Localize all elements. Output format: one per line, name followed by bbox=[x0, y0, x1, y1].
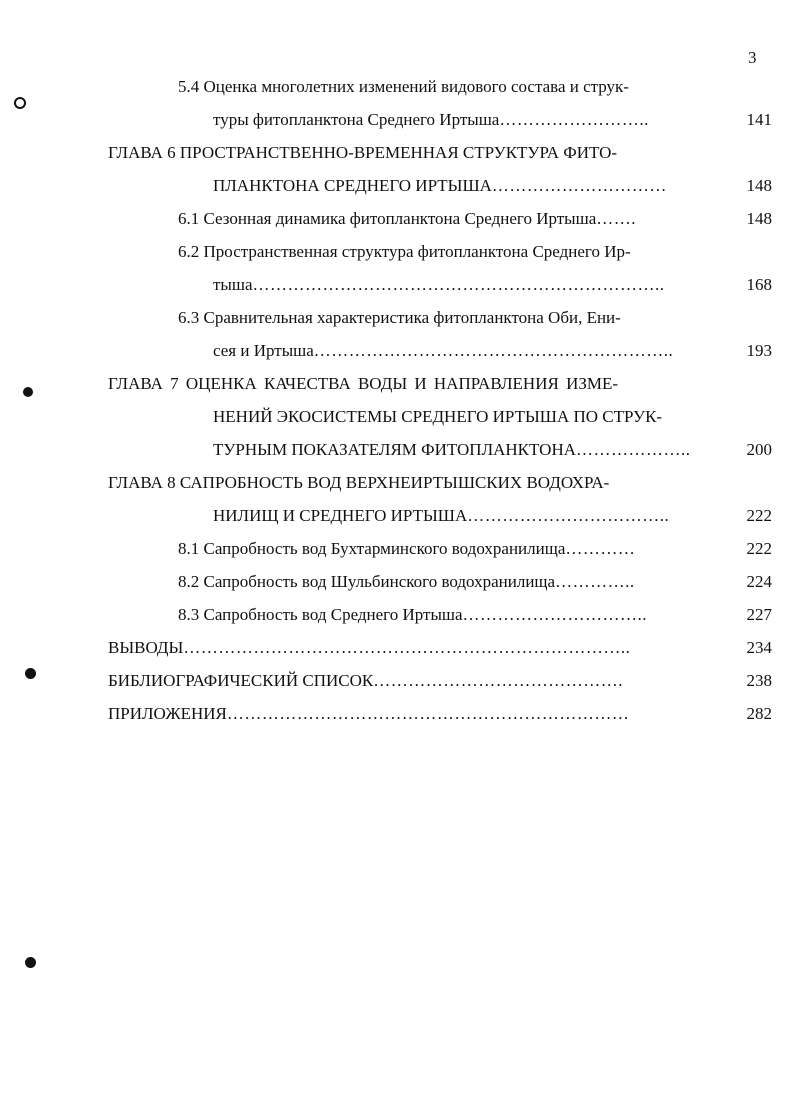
toc-leader-dots: …………………….. bbox=[499, 110, 649, 129]
scan-speck bbox=[25, 957, 36, 968]
scan-speck bbox=[23, 387, 33, 397]
toc-entry-6-3-line-2 bbox=[213, 341, 673, 361]
scan-speck bbox=[25, 668, 36, 679]
toc-leader-dots: …………………………………………………….. bbox=[313, 341, 674, 360]
toc-entry-6-3-page: 193 bbox=[746, 341, 772, 360]
toc-entry-appendices-page: 282 bbox=[746, 704, 772, 723]
toc-leader-dots: …………………………………………………………….. bbox=[252, 275, 665, 294]
toc-entry-title: БИБЛИОГРАФИЧЕСКИЙ СПИСОК bbox=[108, 671, 374, 690]
toc-entry-bibliography-line-1 bbox=[108, 671, 623, 691]
toc-entry-conclusions-line-1 bbox=[108, 638, 630, 658]
toc-entry-ch6-line-1: ГЛАВА 6 ПРОСТРАНСТВЕННО-ВРЕМЕННАЯ СТРУКТУРА ФИТО- bbox=[108, 143, 618, 162]
toc-entry-title: 8.3 Сапробность вод Среднего Иртыша bbox=[178, 605, 463, 624]
toc-entry-8-2-page: 224 bbox=[746, 572, 772, 591]
toc-entry-5-4-page: 141 bbox=[746, 110, 772, 129]
toc-leader-dots: ……………………………………. bbox=[373, 671, 623, 690]
toc-entry-8-2-line-1 bbox=[178, 572, 635, 592]
scan-speck bbox=[14, 97, 26, 109]
toc-entry-title: 8.1 Сапробность вод Бухтарминского водохранилища bbox=[178, 539, 566, 558]
toc-entry-8-1-line-1 bbox=[178, 539, 635, 559]
toc-entry-ch7-line-2: НЕНИЙ ЭКОСИСТЕМЫ СРЕДНЕГО ИРТЫША ПО СТРУК- bbox=[213, 407, 663, 426]
toc-entry-ch8-line-2 bbox=[213, 506, 669, 526]
toc-entry-appendices-line-1 bbox=[108, 704, 629, 724]
toc-entry-title: НИЛИЩ И СРЕДНЕГО ИРТЫША bbox=[213, 506, 468, 525]
toc-entry-ch7-line-1: ГЛАВА 7 ОЦЕНКА КАЧЕСТВА ВОДЫ И НАПРАВЛЕНИЯ ИЗМЕ- bbox=[108, 374, 619, 393]
toc-entry-title: сея и Иртыша bbox=[213, 341, 314, 360]
toc-entry-title: ПЛАНКТОНА СРЕДНЕГО ИРТЫША bbox=[213, 176, 492, 195]
toc-entry-ch6-line-2 bbox=[213, 176, 667, 196]
toc-entry-conclusions-page: 234 bbox=[746, 638, 772, 657]
toc-leader-dots: ……. bbox=[596, 209, 636, 228]
toc-leader-dots: ………………………….. bbox=[462, 605, 648, 624]
toc-entry-5-4-line-2 bbox=[213, 110, 649, 130]
toc-entry-title: туры фитопланктона Среднего Иртыша bbox=[213, 110, 500, 129]
toc-entry-6-2-line-2 bbox=[213, 275, 665, 295]
toc-entry-6-2-line-1: 6.2 Пространственная структура фитопланктона Среднего Ир- bbox=[178, 242, 631, 261]
toc-leader-dots: ………………………… bbox=[491, 176, 667, 195]
toc-entry-title: 6.1 Сезонная динамика фитопланктона Среднего Иртыша bbox=[178, 209, 597, 228]
toc-entry-6-2-page: 168 bbox=[746, 275, 772, 294]
toc-entry-ch7-line-3 bbox=[213, 440, 691, 460]
toc-entry-8-3-page: 227 bbox=[746, 605, 772, 624]
toc-entry-5-4-line-1: 5.4 Оценка многолетних изменений видового состава и струк- bbox=[178, 77, 629, 96]
toc-entry-6-1-line-1 bbox=[178, 209, 636, 229]
toc-entry-ch6-page: 148 bbox=[746, 176, 772, 195]
toc-leader-dots: ………… bbox=[565, 539, 636, 558]
toc-entry-ch7-page: 200 bbox=[746, 440, 772, 459]
page-number: 3 bbox=[748, 48, 757, 67]
toc-entry-bibliography-page: 238 bbox=[746, 671, 772, 690]
toc-entry-ch8-line-1: ГЛАВА 8 САПРОБНОСТЬ ВОД ВЕРХНЕИРТЫШСКИХ ВОДОХРА- bbox=[108, 473, 610, 492]
toc-entry-title: 8.2 Сапробность вод Шульбинского водохранилища bbox=[178, 572, 556, 591]
toc-leader-dots: …………………………………………………………… bbox=[226, 704, 630, 723]
toc-leader-dots: …………………………….. bbox=[467, 506, 670, 525]
toc-entry-title: ПРИЛОЖЕНИЯ bbox=[108, 704, 227, 723]
toc-entry-8-1-page: 222 bbox=[746, 539, 772, 558]
toc-leader-dots: ………….. bbox=[555, 572, 635, 591]
toc-entry-ch8-page: 222 bbox=[746, 506, 772, 525]
toc-entry-6-3-line-1: 6.3 Сравнительная характеристика фитопланктона Оби, Ени- bbox=[178, 308, 621, 327]
toc-entry-title: ВЫВОДЫ bbox=[108, 638, 184, 657]
toc-leader-dots: ……………….. bbox=[576, 440, 691, 459]
toc-leader-dots: ………………………………………………………………….. bbox=[183, 638, 631, 657]
toc-entry-title: ТУРНЫМ ПОКАЗАТЕЛЯМ ФИТОПЛАНКТОНА bbox=[213, 440, 577, 459]
toc-entry-8-3-line-1 bbox=[178, 605, 647, 625]
toc-entry-title: тыша bbox=[213, 275, 253, 294]
toc-entry-6-1-page: 148 bbox=[746, 209, 772, 228]
